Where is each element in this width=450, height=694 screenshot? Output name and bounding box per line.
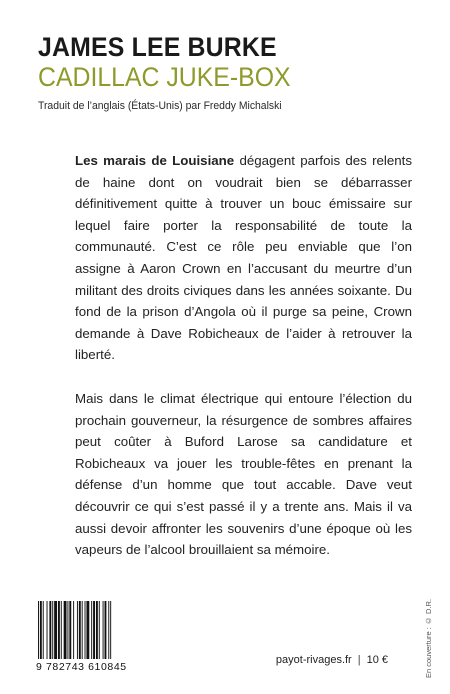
book-title: CADILLAC JUKE-BOX (38, 62, 291, 92)
publisher-website: payot-rivages.fr (275, 654, 352, 666)
barcode-image (36, 601, 136, 659)
isbn-number: 9 782743 610845 (36, 661, 127, 673)
footer (276, 654, 388, 666)
blurb-paragraph-2: Mais dans le climat électrique qui entoure l’élection du prochain gouverneur, la résurgence de sombres affaires peut coûter à Buford Larose sa candidature et Robicheaux va jouer les trouble-fêtes en prenant la défense d’un homme que tout accable. Dave veut découvrir ce qui s’est passé il y a trente ans. Mais il va aussi devoir affronter les souvenirs d’une époque où les vapeurs de l’alcool brouillaient sa mémoire. (75, 390, 412, 558)
blurb-lead: Les marais de Louisiane (75, 153, 235, 168)
blurb (75, 150, 412, 583)
translator-credit: Traduit de l’anglais (États-Unis) par Freddy Michalski (38, 100, 282, 112)
blurb-paragraph-1-text: dégagent parfois des relents de haine dont on voudrait bien se débarrasser définitivement quitte à trouver un bouc émissaire sur lequel faire porter la responsabilité de toute la communauté. C’est ce rôle peu enviable que l’on assigne à Aaron Crown en l’accusant du meurtre d’un militant des droits civiques dans les années soixante. Du fond de la prison d’Angola où il purge sa peine, Crown demande à Dave Robicheaux de l’aider à retrouver la liberté. (75, 153, 412, 363)
cover-credit: En couverture : © D.R. (424, 598, 433, 678)
footer-separator: | (357, 654, 361, 666)
price-label: 10 € (366, 654, 388, 666)
author-name: JAMES LEE BURKE (38, 32, 277, 62)
blurb-paragraph-1 (75, 150, 412, 366)
